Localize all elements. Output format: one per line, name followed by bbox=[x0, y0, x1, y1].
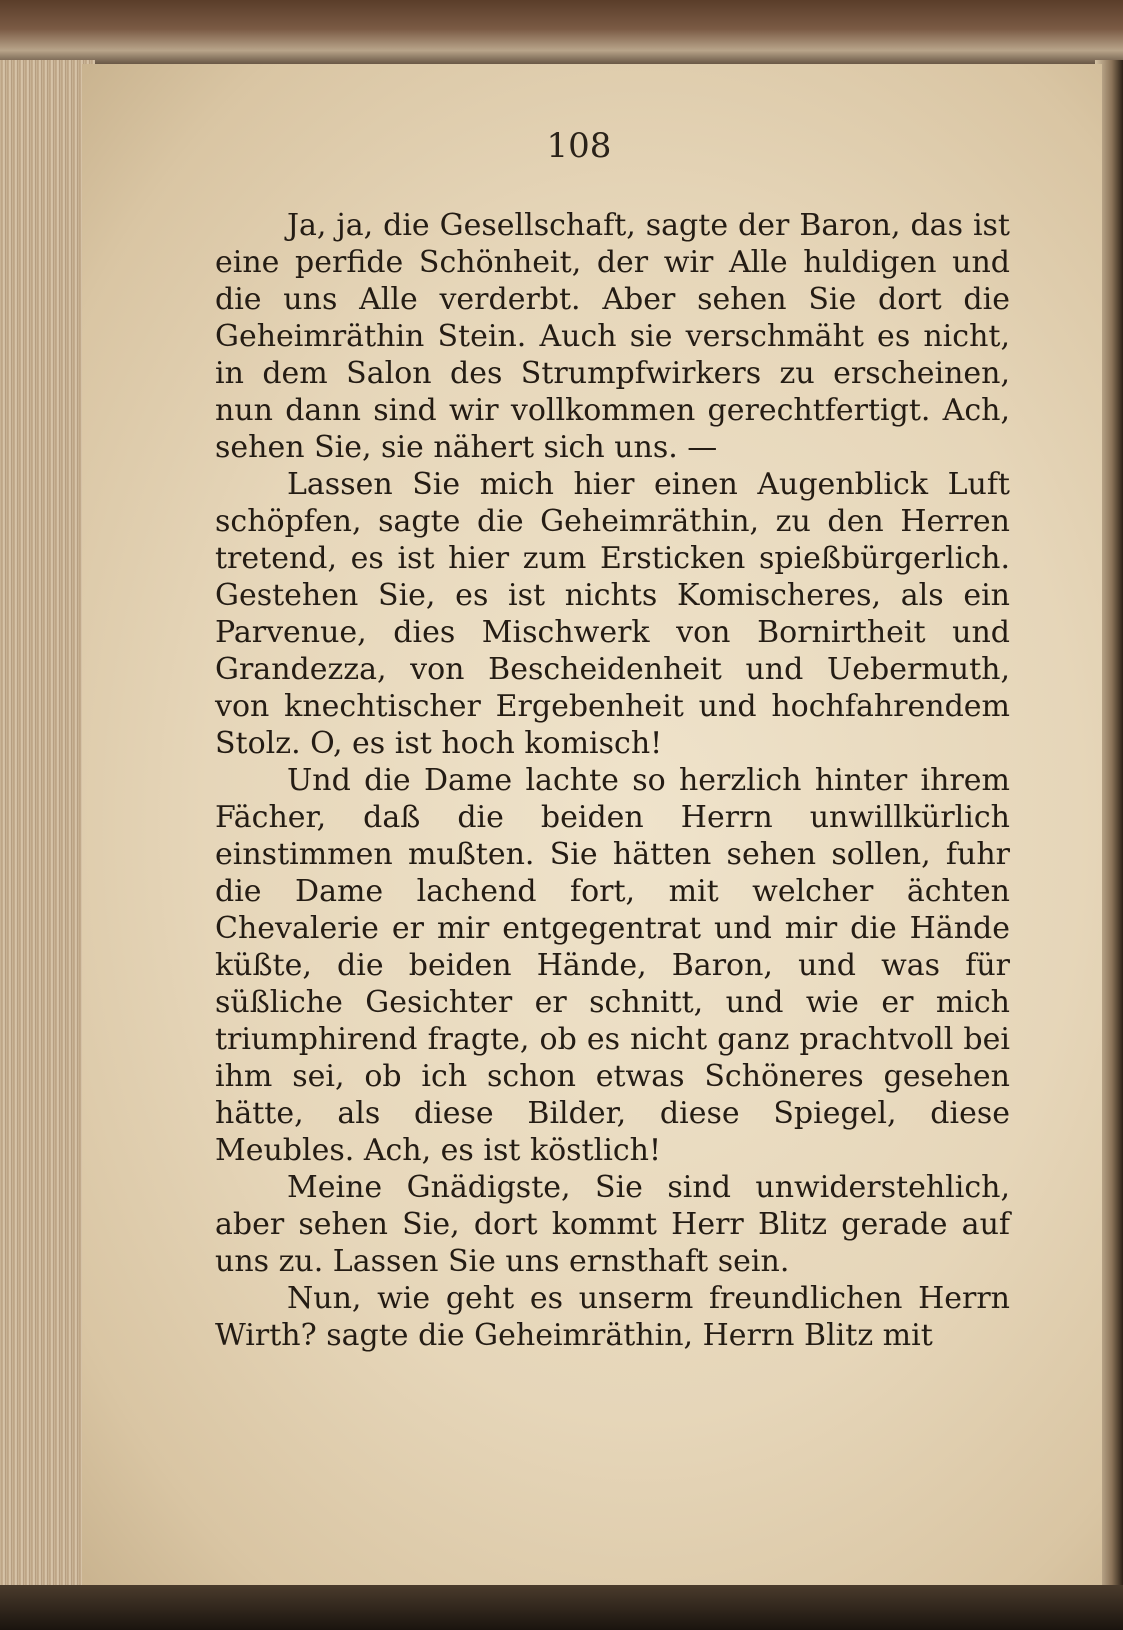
page-number: 108 bbox=[546, 126, 612, 166]
paragraph: Und die Dame lachte so herzlich hinter ihrem Fächer, daß die beiden Herrn unwillkürlich einstimmen mußten. Sie hätten sehen sollen, fuhr die Dame lachend fort, mit welcher ächten Chevalerie er mir entgegentrat und mir die Hände küßte, die beiden Hände, Baron, und was für süßliche Gesichter er schnitt, und wie er mich triumphirend fragte, ob es nicht ganz prachtvoll bei ihm sei, ob ich schon etwas Schöneres gesehen hätte, als diese Bilder, diese Spiegel, diese Meubles. Ach, es ist köstlich! bbox=[215, 763, 1010, 1168]
body-text bbox=[215, 207, 1010, 1354]
paragraph: Lassen Sie mich hier einen Augenblick Luft schöpfen, sagte die Geheimräthin, zu den Herren tretend, es ist hier zum Ersticken spießbürgerlich. Gestehen Sie, es ist nichts Komischeres, als ein Parvenue, dies Mischwerk von Bornirtheit und Grandezza, von Bescheidenheit und Uebermuth, von knechtischer Ergebenheit und hochfahrendem Stolz. O, es ist hoch komisch! bbox=[215, 467, 1010, 761]
paragraph: Nun, wie geht es unserm freundlichen Herrn Wirth? sagte die Geheimräthin, Herrn Blitz mit bbox=[215, 1281, 1010, 1353]
book-top-edge bbox=[0, 0, 1123, 72]
page-stack-edge bbox=[0, 60, 95, 1590]
paragraph: Ja, ja, die Gesellschaft, sagte der Baron, das ist eine perfide Schönheit, der wir Alle huldigen und die uns Alle verderbt. Aber sehen Sie dort die Geheimräthin Stein. Auch sie verschmäht es nicht, in dem Salon des Strumpfwirkers zu erscheinen, nun dann sind wir vollkommen gerechtfertigt. Ach, sehen Sie, sie nähert sich uns. — bbox=[215, 208, 1010, 465]
paragraph: Meine Gnädigste, Sie sind unwiderstehlich, aber sehen Sie, dort kommt Herr Blitz gerade auf uns zu. Lassen Sie uns ernsthaft sein. bbox=[215, 1170, 1010, 1279]
book-bottom-edge bbox=[0, 1585, 1123, 1630]
